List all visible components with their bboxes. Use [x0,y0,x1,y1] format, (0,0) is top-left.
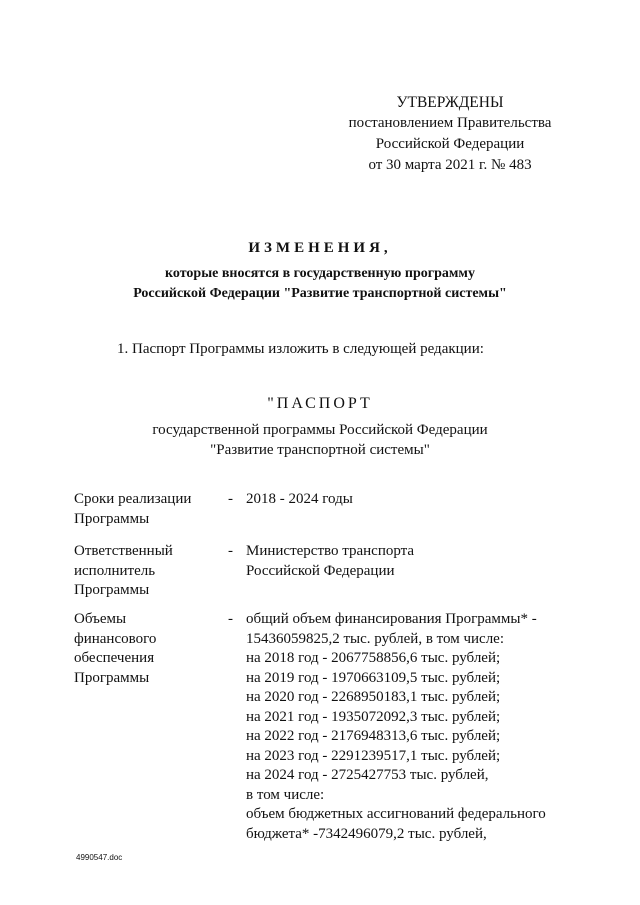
row-label-line: Сроки реализации [74,491,192,507]
approval-stamp [300,92,600,176]
row-value-line: бюджета* -7342496079,2 тыс. рублей, [246,825,487,842]
row-value-line: 15436059825,2 тыс. рублей, в том числе: [246,630,505,647]
row-label-line: Объемы [74,611,127,627]
approval-line: Российской Федерации [375,136,525,152]
row-value [246,490,586,510]
row-value-line: Министерство транспорта [246,543,415,559]
row-value-line: на 2020 год - 2268950183,1 тыс. рублей; [246,689,501,705]
row-label [74,610,214,688]
row-label-line: Программы [74,582,150,598]
row-value-line: на 2018 год - 2067758856,6 тыс. рублей; [246,650,501,666]
row-value-line: на 2022 год - 2176948313,6 тыс. рублей; [246,728,501,744]
passport-title: "ПАСПОРТ [267,395,373,412]
row-value [246,610,586,844]
approval-line: постановлением Правительства [348,115,552,131]
approval-line: от 30 марта 2021 г. № 483 [368,157,532,173]
row-label-line: финансового [74,630,157,647]
row-value-line: на 2023 год - 2291239517,1 тыс. рублей; [246,747,501,764]
row-value [246,542,586,581]
row-label-line: Ответственный [74,543,173,559]
row-dash: - [228,611,233,627]
row-value-line: Российской Федерации [246,562,395,579]
passport-subtitle-line: "Развитие транспортной системы" [210,442,430,458]
row-value-line: объем бюджетных ассигнований федерального [246,806,546,822]
row-value-line: в том числе: [246,786,325,803]
point-1: 1. Паспорт Программы изложить в следующей редакции: [117,341,484,357]
row-value-line: 2018 - 2024 годы [246,491,353,507]
passport-subtitle-line: государственной программы Российской Федерации [152,422,488,438]
row-label-line: Программы [74,510,150,527]
row-label-line: обеспечения [74,650,155,666]
document-subtitle [0,264,640,304]
row-value-line: на 2019 год - 1970663109,5 тыс. рублей; [246,669,501,686]
row-dash: - [228,543,233,559]
document-subtitle-line: Российской Федерации "Развитие транспортной системы" [133,286,507,301]
passport-subtitle [0,420,640,460]
row-label [74,490,214,529]
row-value-line: общий объем финансирования Программы* - [246,611,537,627]
row-value-line: на 2024 год - 2725427753 тыс. рублей, [246,767,489,783]
row-label [74,542,214,601]
row-label-line: Программы [74,669,150,686]
row-value-line: на 2021 год - 1935072092,3 тыс. рублей; [246,708,501,725]
document-title: ИЗМЕНЕНИЯ, [248,240,392,256]
approval-title: УТВЕРЖДЕНЫ [396,94,504,111]
document-subtitle-line: которые вносятся в государственную программу [165,266,475,281]
file-name-footer: 4990547.doc [76,853,123,862]
row-dash: - [228,491,233,507]
row-label-line: исполнитель [74,562,156,579]
